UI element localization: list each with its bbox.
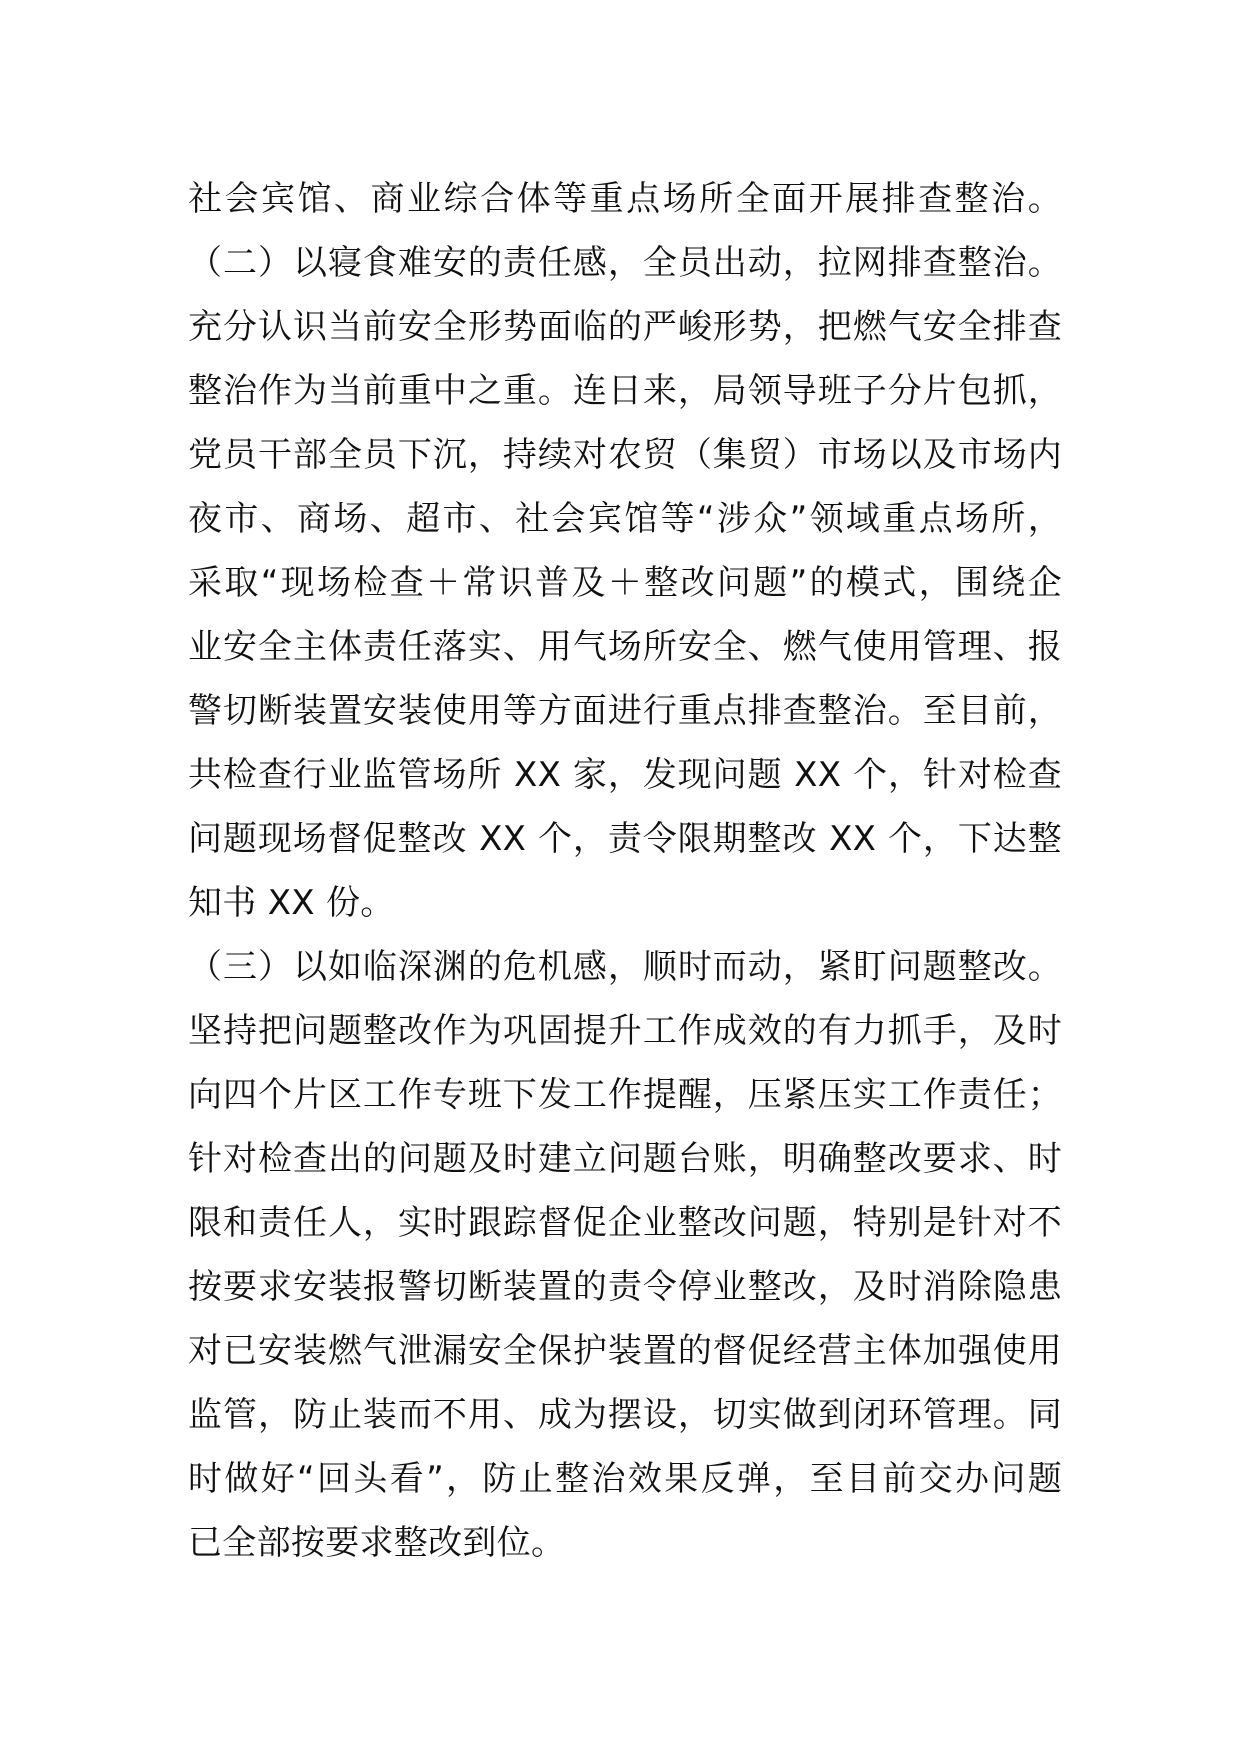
text-line: 坚持把问题整改作为巩固提升工作成效的有力抓手，及时 [188,1011,1062,1051]
text-line: 党员干部全员下沉，持续对农贸（集贸）市场以及市场内 [188,435,1062,475]
section-heading: （三）以如临深渊的危机感，顺时而动，紧盯问题整改。 [188,947,1062,987]
text-line: 时做好“回头看”，防止整治效果反弹，至目前交办问题 [188,1459,1062,1499]
text-line: 夜市、商场、超市、社会宾馆等“涉众”领域重点场所， [188,499,1062,539]
text-line: 按要求安装报警切断装置的责令停业整改，及时消除隐患 [188,1267,1062,1307]
document-body [188,167,1062,1575]
text-line: 限和责任人，实时跟踪督促企业整改问题，特别是针对不 [188,1203,1062,1243]
text-line: 警切断装置安装使用等方面进行重点排查整治。至目前， [188,691,1062,731]
section-heading: （二）以寝食难安的责任感，全员出动，拉网排查整治。 [188,243,1062,283]
text-line: 监管，防止装而不用、成为摆设，切实做到闭环管理。同 [188,1395,1062,1435]
text-line: 整治作为当前重中之重。连日来，局领导班子分片包抓， [188,371,1062,411]
text-line: 采取“现场检查＋常识普及＋整改问题”的模式，围绕企 [188,563,1062,603]
text-line: 业安全主体责任落实、用气场所安全、燃气使用管理、报 [188,627,1062,667]
text-line: 社会宾馆、商业综合体等重点场所全面开展排查整治。 [188,179,1062,219]
text-line: 问题现场督促整改 XX 个，责令限期整改 XX 个，下达整 [188,819,1062,859]
text-line: 共检查行业监管场所 XX 家，发现问题 XX 个，针对检查 [188,755,1062,795]
text-line: 已全部按要求整改到位。 [188,1523,566,1563]
text-line: 知书 XX 份。 [188,883,395,923]
text-line: 针对检查出的问题及时建立问题台账，明确整改要求、时 [188,1139,1062,1179]
text-line: 向四个片区工作专班下发工作提醒，压紧压实工作责任； [188,1075,1062,1115]
text-line: 对已安装燃气泄漏安全保护装置的督促经营主体加强使用 [188,1331,1062,1371]
text-line: 充分认识当前安全形势面临的严峻形势，把燃气安全排查 [188,307,1062,347]
